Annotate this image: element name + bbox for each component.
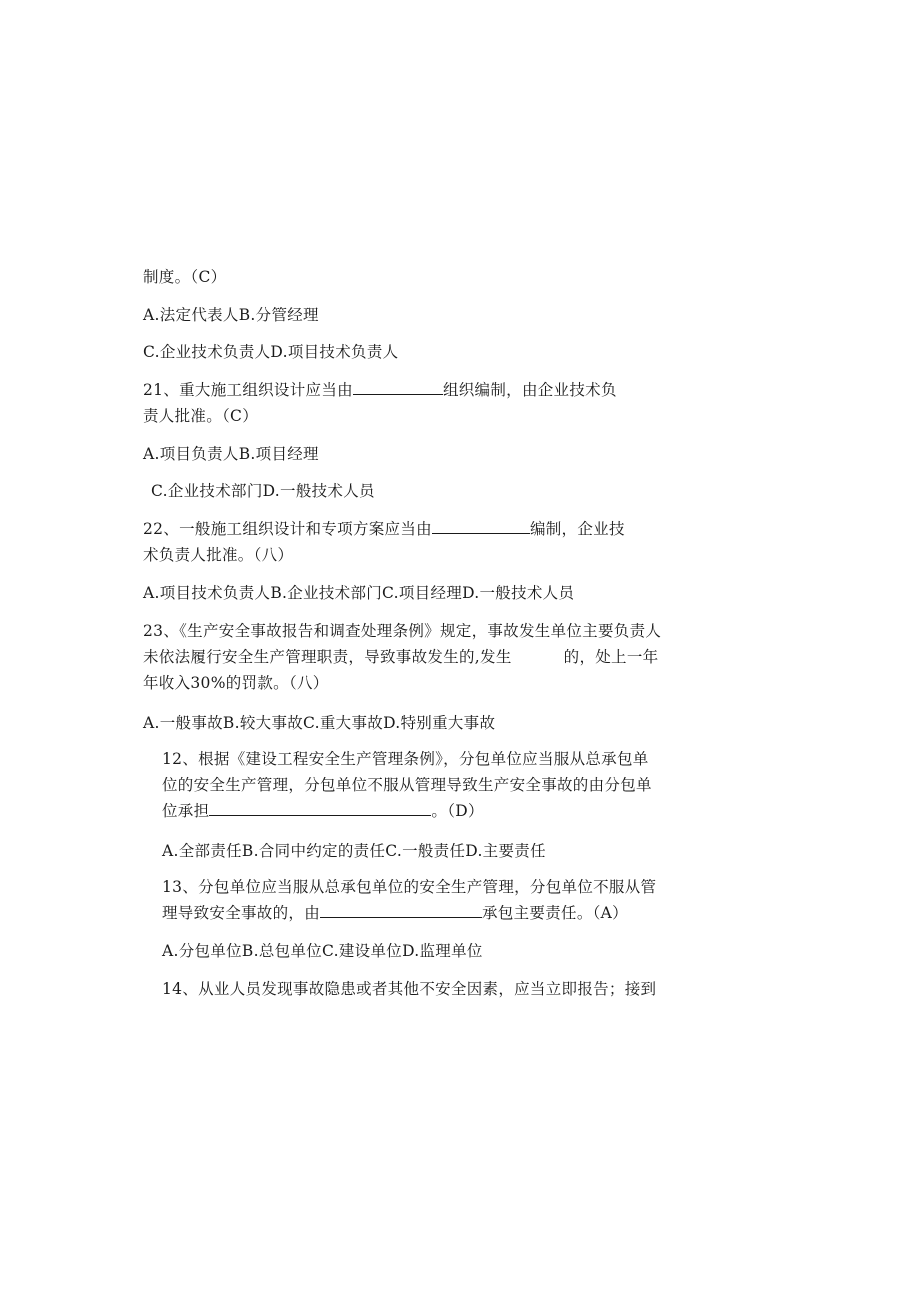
option-line: C.企业技术部门D.一般技术人员 [151, 482, 375, 500]
question-text: 14、从业人员发现事故隐患或者其他不安全因素，应当立即报告；接到 [162, 980, 657, 998]
question-text: 12、根据《建设工程安全生产管理条例》，分包单位应当服从总承包单 [162, 750, 649, 768]
text-line: 制度。（C） [143, 268, 227, 286]
question-text-part: 编制，企业技 [529, 520, 625, 538]
question-text: 13、分包单位应当服从总承包单位的安全生产管理，分包单位不服从管 [162, 878, 657, 896]
question-text-part: 22、一般施工组织设计和专项方案应当由 [143, 520, 432, 538]
question-text-part: 承包主要责任。（A） [482, 904, 628, 922]
question-text [143, 518, 625, 540]
question-text-part: 理导致安全事故的，由 [162, 904, 321, 922]
question-text-part: 。（D） [431, 802, 484, 820]
question-text [162, 902, 628, 924]
question-text: 位的安全生产管理，分包单位不服从管理导致生产安全事故的由分包单 [162, 776, 652, 794]
question-text-part: 的，处上一年 [563, 648, 659, 666]
question-text-part: 未依法履行安全生产管理职责，导致事故发生的,发生 [143, 648, 512, 666]
question-text [143, 646, 658, 668]
answer-blank [209, 800, 431, 816]
question-text-part: 组织编制，由企业技术负 [442, 381, 617, 399]
question-text: 23、《生产安全事故报告和调查处理条例》规定，事故发生单位主要负责人 [143, 622, 662, 640]
option-line: A.一般事故B.较大事故C.重大事故D.特别重大事故 [143, 714, 496, 732]
question-text [162, 800, 484, 822]
option-line: A.法定代表人B.分管经理 [143, 306, 319, 324]
question-text [143, 379, 617, 401]
answer-blank [353, 379, 443, 395]
option-line: A.项目技术负责人B.企业技术部门C.项目经理D.一般技术人员 [143, 584, 575, 602]
option-line: A.项目负责人B.项目经理 [143, 445, 319, 463]
question-text: 术负责人批准。（八） [143, 546, 294, 564]
option-line: C.企业技术负责人D.项目技术负责人 [143, 343, 399, 361]
option-line: A.分包单位B.总包单位C.建设单位D.监理单位 [162, 942, 483, 960]
question-text: 责人批准。（C） [143, 407, 259, 425]
question-text-part: 位承担 [162, 802, 210, 820]
option-line: A.全部责任B.合同中约定的责任C.一般责任D.主要责任 [162, 842, 546, 860]
answer-blank [432, 518, 530, 534]
question-text: 年收入30%的罚款。（八） [143, 674, 329, 692]
question-text-part: 21、重大施工组织设计应当由 [143, 381, 353, 399]
answer-blank [320, 902, 482, 918]
